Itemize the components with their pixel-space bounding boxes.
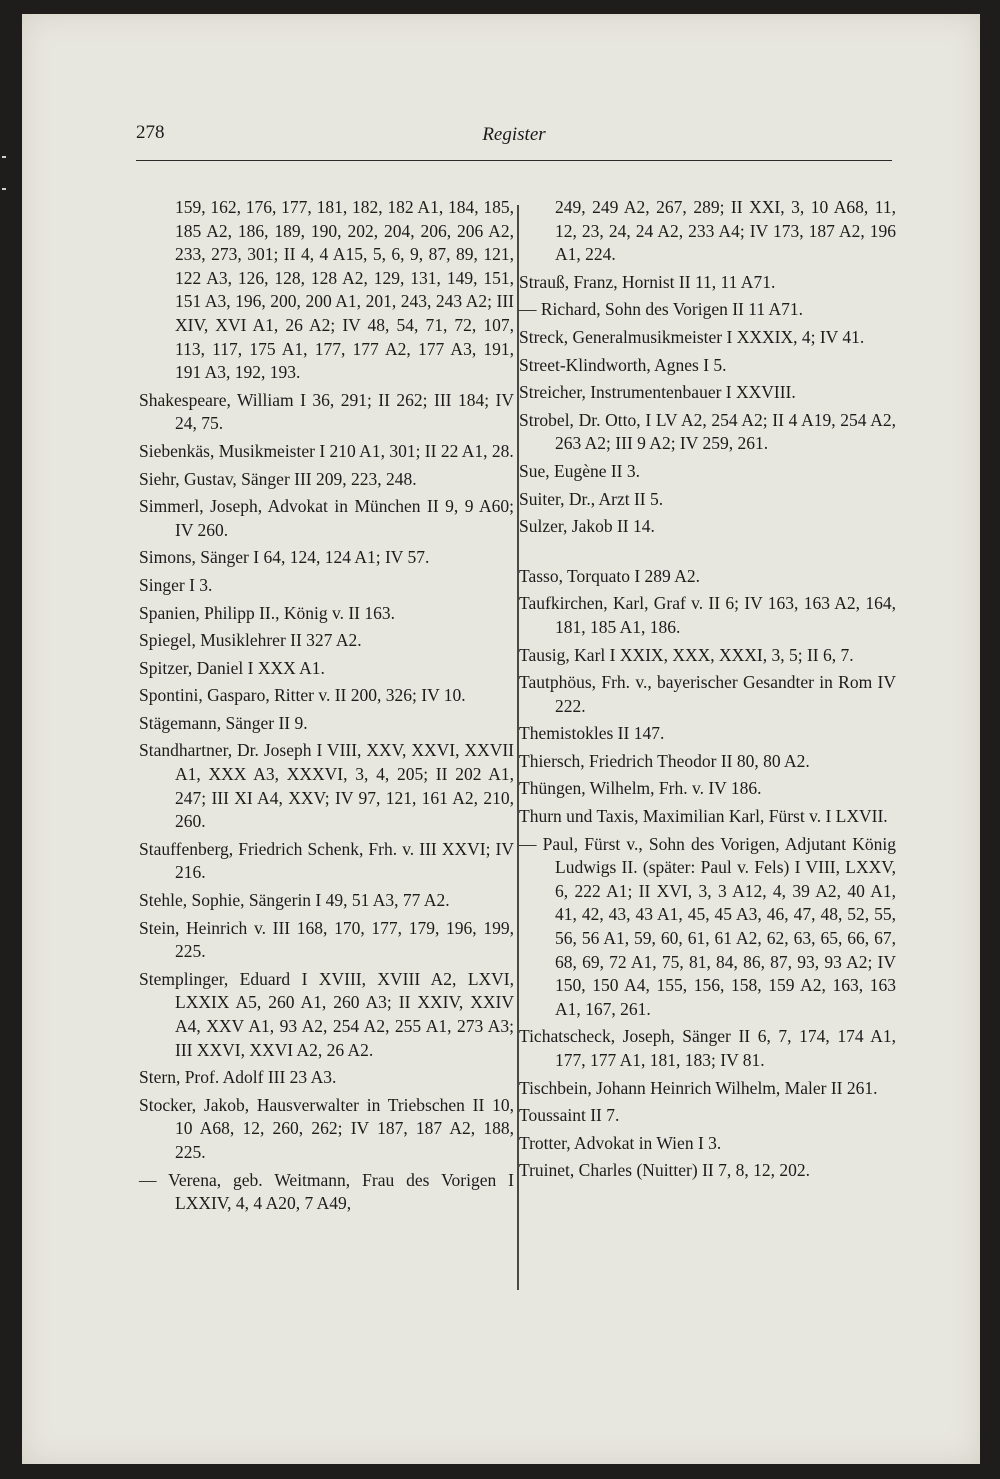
index-entry: 159, 162, 176, 177, 181, 182, 182 A1, 184, 185, 185 A2, 186, 189, 190, 202, 204, 206, 206 A2, 233, 273, 301; II 4, 4 A15, 5, 6, 9, 87, 89, 121, 122 A3, 126, 128, 128 A2, 129, 131, 149, 151, 151 A3, 196, 200, 200 A1, 201, 243, 243 A2; III XIV, XVI A1, 26 A2; IV 48, 54, 71, 72, 107, 113, 117, 175 A1, 177, 177 A2, 177 A3, 191, 191 A3, 192, 193. xyxy=(175,197,514,383)
section-gap xyxy=(519,543,896,565)
index-entry: Simmerl, Joseph, Advokat in München II 9, 9 A60; IV 260. xyxy=(139,496,514,540)
index-entry: Streicher, Instrumentenbauer I XXVIII. xyxy=(519,382,796,403)
index-entry: Stehle, Sophie, Sängerin I 49, 51 A3, 77 A2. xyxy=(139,890,450,911)
index-entry: Sulzer, Jakob II 14. xyxy=(519,516,655,537)
index-entry: Stägemann, Sänger II 9. xyxy=(139,712,308,733)
index-entry: Trotter, Advokat in Wien I 3. xyxy=(519,1132,722,1153)
index-entry: Themistokles II 147. xyxy=(519,723,665,744)
index-entry: Stauffenberg, Friedrich Schenk, Frh. v. III XXVI; IV 216. xyxy=(139,838,514,883)
index-column-right xyxy=(519,196,896,1187)
index-entry: Spontini, Gasparo, Ritter v. II 200, 326; IV 10. xyxy=(139,685,466,706)
scan-edge-mark xyxy=(2,188,6,190)
index-entry: Tasso, Torquato I 289 A2. xyxy=(519,565,700,586)
running-head: Register xyxy=(482,124,546,145)
index-entry: Streck, Generalmusikmeister I XXXIX, 4; IV 41. xyxy=(519,326,865,347)
index-column-left xyxy=(139,196,514,1220)
page-header xyxy=(136,122,892,161)
index-entry: Thurn und Taxis, Maximilian Karl, Fürst v. I LXVII. xyxy=(519,806,888,827)
scan-edge-mark xyxy=(2,156,6,158)
index-entry: Strauß, Franz, Hornist II 11, 11 A71. xyxy=(519,271,776,292)
index-entry: Tausig, Karl I XXIX, XXX, XXXI, 3, 5; II 6, 7. xyxy=(519,644,854,665)
index-entry: Siebenkäs, Musikmeister I 210 A1, 301; II 22 A1, 28. xyxy=(139,440,514,461)
index-entry: Spanien, Philipp II., König v. II 163. xyxy=(139,602,395,623)
index-entry: Tautphöus, Frh. v., bayerischer Gesandter in Rom IV 222. xyxy=(519,672,896,716)
index-entry: Thiersch, Friedrich Theodor II 80, 80 A2. xyxy=(519,750,810,771)
index-entry: Shakespeare, William I 36, 291; II 262; III 184; IV 24, 75. xyxy=(139,389,514,434)
index-entry: Siehr, Gustav, Sänger III 209, 223, 248. xyxy=(139,468,417,489)
index-entry: Stemplinger, Eduard I XVIII, XVIII A2, LXVI, LXXIX A5, 260 A1, 260 A3; II XXIV, XXIV A4, XXV A1, 93 A2, 254 A2, 255 A1, 273 A3; III XXVI, XXVI A2, 26 A2. xyxy=(139,968,514,1060)
index-entry: Toussaint II 7. xyxy=(519,1105,620,1126)
index-entry: Tichatscheck, Joseph, Sänger II 6, 7, 174, 174 A1, 177, 177 A1, 181, 183; IV 81. xyxy=(519,1026,896,1070)
index-entry: Simons, Sänger I 64, 124, 124 A1; IV 57. xyxy=(139,547,430,568)
index-entry: Spitzer, Daniel I XXX A1. xyxy=(139,657,325,678)
index-entry: Standhartner, Dr. Joseph I VIII, XXV, XXVI, XXVII A1, XXX A3, XXXVI, 3, 4, 205; II 202 A1, 247; III XI A4, XXV; IV 97, 121, 161 A2, 210, 260. xyxy=(139,740,514,832)
index-entry: Sue, Eugène II 3. xyxy=(519,460,641,481)
index-entry: Strobel, Dr. Otto, I LV A2, 254 A2; II 4 A19, 254 A2, 263 A2; III 9 A2; IV 259, 261. xyxy=(519,409,896,454)
index-entry: Taufkirchen, Karl, Graf v. II 6; IV 163, 163 A2, 164, 181, 185 A1, 186. xyxy=(519,593,896,637)
index-entry: Spiegel, Musiklehrer II 327 A2. xyxy=(139,630,362,651)
index-entry: Street-Klindworth, Agnes I 5. xyxy=(519,354,727,375)
index-entry: Stocker, Jakob, Hausverwalter in Triebschen II 10, 10 A68, 12, 260, 262; IV 187, 187 A2, 188, 225. xyxy=(139,1094,514,1162)
index-entry: — Richard, Sohn des Vorigen II 11 A71. xyxy=(519,299,804,320)
index-entry: 249, 249 A2, 267, 289; II XXI, 3, 10 A68, 11, 12, 23, 24, 24 A2, 233 A4; IV 173, 187 A2, 196 A1, 224. xyxy=(555,197,896,265)
index-entry: Truinet, Charles (Nuitter) II 7, 8, 12, 202. xyxy=(519,1160,810,1181)
index-entry: Stern, Prof. Adolf III 23 A3. xyxy=(139,1067,337,1088)
index-entry: Singer I 3. xyxy=(139,574,213,595)
page-number: 278 xyxy=(136,122,165,143)
index-entry: Tischbein, Johann Heinrich Wilhelm, Maler II 261. xyxy=(519,1077,878,1098)
index-entry: — Paul, Fürst v., Sohn des Vorigen, Adjutant König Ludwigs II. (später: Paul v. Fels) I VIII, LXXV, 6, 222 A1; II XVI, 3, 3 A12, 4, 39 A2, 40 A1, 41, 42, 43, 43 A1, 45, 45 A3, 46, 47, 48, 52, 55, 56, 56 A1, 59, 60, 61, 61 A2, 62, 63, 65, 66, 67, 68, 69, 72 A1, 75, 81, 84, 86, 87, 93, 93 A2; IV 150, 150 A4, 155, 156, 158, 159 A2, 163, 163 A1, 167, 261. xyxy=(519,833,896,1019)
index-entry: Suiter, Dr., Arzt II 5. xyxy=(519,488,664,509)
index-entry: — Verena, geb. Weitmann, Frau des Vorigen I LXXIV, 4, 4 A20, 7 A49, xyxy=(139,1169,514,1214)
index-entry: Stein, Heinrich v. III 168, 170, 177, 179, 196, 199, 225. xyxy=(139,917,514,962)
index-entry: Thüngen, Wilhelm, Frh. v. IV 186. xyxy=(519,778,762,799)
